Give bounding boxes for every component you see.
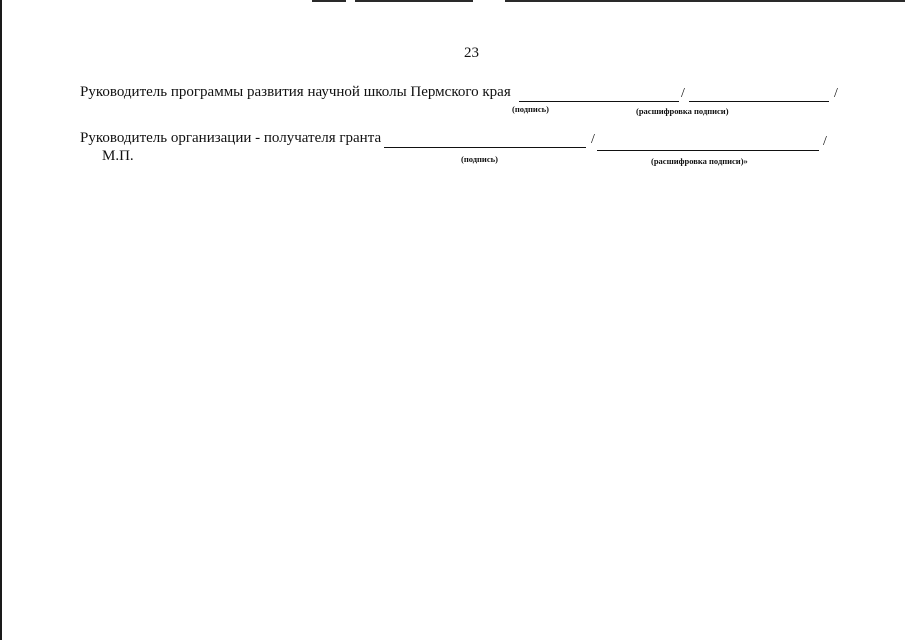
seal-label: М.П. (102, 148, 134, 164)
page-number: 23 (464, 45, 479, 61)
top-scan-mark (355, 0, 473, 2)
page-left-edge (0, 0, 2, 640)
separator-slash: / (823, 134, 827, 149)
signature-label-program-head: Руководитель программы развития научной школы Пермского края (80, 84, 511, 100)
caption-transcript: (расшифровка подписи)» (651, 156, 748, 166)
caption-transcript: (расшифровка подписи) (636, 106, 729, 116)
separator-slash: / (681, 86, 685, 101)
top-scan-mark (505, 0, 905, 2)
signature-line (384, 147, 586, 148)
transcript-line (597, 150, 819, 151)
top-scan-mark (312, 0, 346, 2)
signature-label-organization-head: Руководитель организации - получателя гранта (80, 130, 382, 146)
transcript-line (689, 101, 829, 102)
caption-signature: (подпись) (512, 104, 549, 114)
signature-line (519, 101, 679, 102)
caption-signature: (подпись) (461, 154, 498, 164)
separator-slash: / (591, 132, 595, 147)
separator-slash: / (834, 86, 838, 101)
